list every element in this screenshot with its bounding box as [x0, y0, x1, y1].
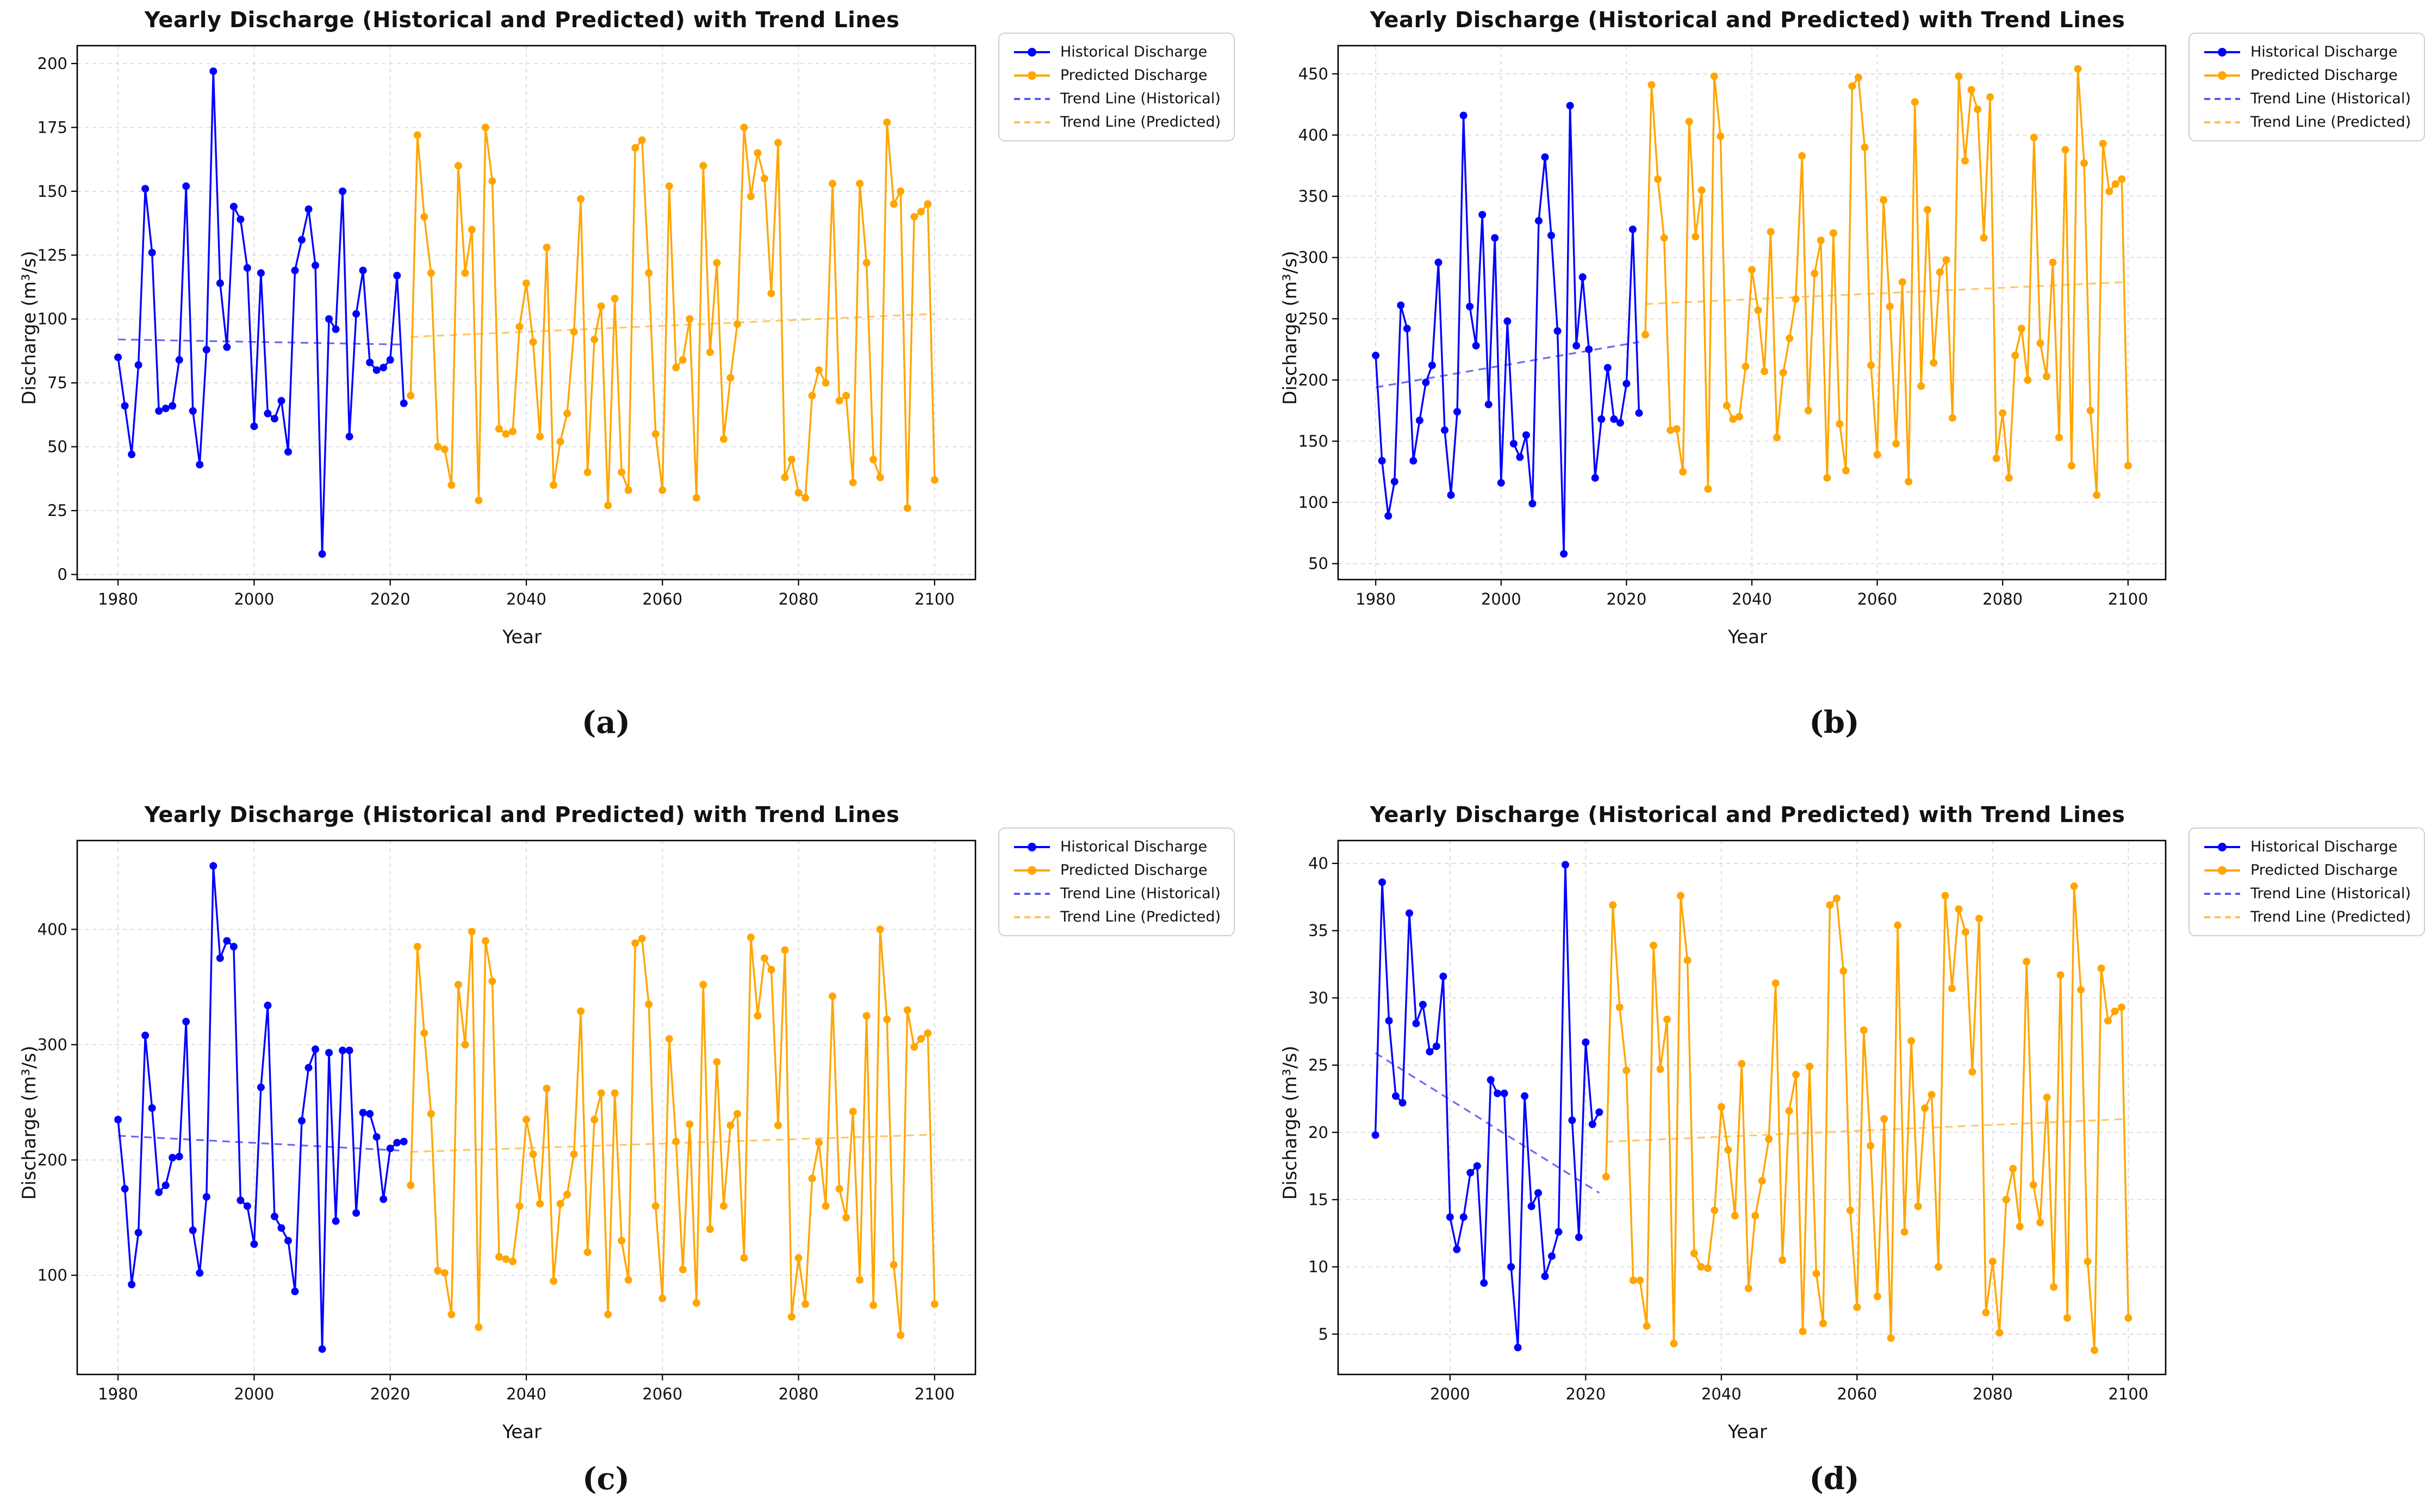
legend-label: Predicted Discharge: [2250, 67, 2398, 84]
legend-label: Trend Line (Predicted): [2250, 909, 2411, 925]
svg-text:400: 400: [37, 920, 67, 939]
legend-item-trend-historical: [1012, 885, 1221, 902]
legend-item-trend-historical: [2203, 885, 2411, 902]
legend-item-trend-predicted: [1012, 909, 1221, 925]
svg-text:1980: 1980: [98, 1385, 138, 1403]
svg-text:200: 200: [37, 1150, 67, 1169]
plot-area-a: [16, 8, 990, 648]
svg-text:2040: 2040: [1732, 590, 1772, 608]
svg-text:20: 20: [1308, 1123, 1328, 1142]
legend-label: Predicted Discharge: [1060, 862, 1208, 879]
svg-text:2000: 2000: [1429, 1385, 1470, 1403]
historical-line-swatch-icon: [2203, 841, 2242, 853]
svg-text:450: 450: [1298, 64, 1328, 83]
predicted-line-swatch-icon: [1012, 70, 1052, 82]
chart-title-c: Yearly Discharge (Historical and Predicted) with Trend Lines: [144, 802, 900, 827]
legend-label: Predicted Discharge: [2250, 862, 2398, 879]
chart-title-d: Yearly Discharge (Historical and Predicted) with Trend Lines: [1370, 802, 2125, 827]
svg-text:300: 300: [1298, 248, 1328, 267]
svg-text:2040: 2040: [1701, 1385, 1742, 1403]
y-axis-label-b: Discharge (m³/s): [1279, 251, 1301, 405]
legend-item-trend-predicted: [2203, 114, 2411, 130]
svg-text:15: 15: [1308, 1190, 1328, 1209]
x-axis-label-b: Year: [1728, 626, 1767, 648]
svg-text:50: 50: [1308, 554, 1328, 573]
svg-text:125: 125: [37, 246, 67, 265]
svg-text:0: 0: [57, 565, 67, 584]
svg-text:5: 5: [1318, 1324, 1328, 1343]
svg-text:1980: 1980: [1355, 590, 1396, 608]
legend-d: [2188, 827, 2425, 936]
trend-historical-swatch-icon: [1012, 93, 1052, 105]
svg-text:100: 100: [1298, 493, 1328, 512]
panel-b: [1196, 0, 2411, 756]
legend-item-trend-historical: [1012, 90, 1221, 107]
legend-item-trend-predicted: [2203, 909, 2411, 925]
plot-area-d: [1277, 802, 2180, 1443]
legend-item-predicted: [1012, 862, 1221, 879]
legend-item-historical: [1012, 838, 1221, 855]
predicted-line-swatch-icon: [1012, 864, 1052, 876]
panel-c: [0, 756, 1221, 1512]
svg-text:2060: 2060: [642, 1385, 683, 1403]
svg-text:2060: 2060: [642, 590, 683, 608]
svg-text:150: 150: [1298, 432, 1328, 451]
svg-text:2080: 2080: [1982, 590, 2023, 608]
y-axis-label-d: Discharge (m³/s): [1279, 1046, 1301, 1200]
svg-text:2020: 2020: [1565, 1385, 1606, 1403]
legend-label: Trend Line (Predicted): [1060, 909, 1221, 925]
svg-text:2100: 2100: [915, 590, 955, 608]
figure-a: [16, 8, 1221, 648]
figure-b: [1277, 8, 2411, 648]
svg-text:25: 25: [1308, 1056, 1328, 1075]
svg-text:100: 100: [37, 1266, 67, 1285]
x-axis-label-d: Year: [1728, 1421, 1767, 1443]
trend-predicted-swatch-icon: [1012, 116, 1052, 128]
trend-predicted-swatch-icon: [2203, 911, 2242, 923]
subfigure-caption-d: (d): [1809, 1461, 1860, 1497]
panel-a: [0, 0, 1221, 756]
legend-label: Trend Line (Historical): [1060, 90, 1221, 107]
svg-text:2080: 2080: [778, 1385, 819, 1403]
legend-label: Predicted Discharge: [1060, 67, 1208, 84]
legend-item-predicted: [2203, 862, 2411, 879]
chart-title-b: Yearly Discharge (Historical and Predicted) with Trend Lines: [1370, 8, 2125, 33]
svg-text:2020: 2020: [1606, 590, 1647, 608]
trend-historical-swatch-icon: [2203, 888, 2242, 900]
legend-label: Historical Discharge: [2250, 43, 2398, 60]
legend-item-predicted: [1012, 67, 1221, 84]
svg-text:2080: 2080: [778, 590, 819, 608]
legend-label: Trend Line (Historical): [1060, 885, 1221, 902]
y-axis-label-c: Discharge (m³/s): [18, 1046, 40, 1200]
svg-text:175: 175: [37, 118, 67, 137]
legend-item-historical: [1012, 43, 1221, 60]
trend-historical-swatch-icon: [1012, 888, 1052, 900]
legend-label: Historical Discharge: [1060, 43, 1208, 60]
svg-text:30: 30: [1308, 988, 1328, 1007]
svg-text:2040: 2040: [506, 590, 546, 608]
historical-line-swatch-icon: [2203, 46, 2242, 58]
x-axis-label-a: Year: [502, 626, 542, 648]
subfigure-caption-b: (b): [1809, 705, 1860, 741]
predicted-line-swatch-icon: [2203, 864, 2242, 876]
legend-item-historical: [2203, 43, 2411, 60]
svg-text:2020: 2020: [370, 590, 411, 608]
svg-text:2040: 2040: [506, 1385, 546, 1403]
svg-text:100: 100: [37, 309, 67, 328]
legend-label: Trend Line (Predicted): [1060, 114, 1221, 130]
legend-label: Historical Discharge: [2250, 838, 2398, 855]
svg-text:150: 150: [37, 182, 67, 201]
svg-text:200: 200: [37, 54, 67, 73]
svg-text:300: 300: [37, 1035, 67, 1054]
x-axis-label-c: Year: [502, 1421, 542, 1443]
historical-line-swatch-icon: [1012, 46, 1052, 58]
legend-label: Trend Line (Predicted): [2250, 114, 2411, 130]
svg-text:2100: 2100: [2108, 1385, 2149, 1403]
svg-text:25: 25: [47, 501, 67, 520]
svg-text:40: 40: [1308, 854, 1328, 873]
plot-area-c: [16, 802, 990, 1443]
svg-text:35: 35: [1308, 921, 1328, 940]
svg-text:350: 350: [1298, 187, 1328, 206]
trend-predicted-swatch-icon: [2203, 116, 2242, 128]
legend-item-predicted: [2203, 67, 2411, 84]
chart-canvas-c: [16, 832, 990, 1421]
svg-text:2080: 2080: [1972, 1385, 2013, 1403]
legend-item-trend-predicted: [1012, 114, 1221, 130]
svg-text:2000: 2000: [1481, 590, 1521, 608]
legend-label: Trend Line (Historical): [2250, 90, 2411, 107]
figure-c: [16, 802, 1221, 1443]
svg-text:2100: 2100: [2107, 590, 2148, 608]
predicted-line-swatch-icon: [2203, 70, 2242, 82]
chart-canvas-a: [16, 37, 990, 626]
trend-historical-swatch-icon: [2203, 93, 2242, 105]
chart-canvas-b: [1277, 37, 2180, 626]
figure-d: [1277, 802, 2411, 1443]
panel-d: [1196, 756, 2411, 1512]
legend-label: Historical Discharge: [1060, 838, 1208, 855]
svg-text:75: 75: [47, 374, 67, 393]
svg-text:1980: 1980: [98, 590, 138, 608]
svg-text:2100: 2100: [915, 1385, 955, 1403]
legend-label: Trend Line (Historical): [2250, 885, 2411, 902]
svg-text:2020: 2020: [370, 1385, 411, 1403]
legend-item-trend-historical: [2203, 90, 2411, 107]
legend-b: [2188, 33, 2425, 141]
svg-text:400: 400: [1298, 126, 1328, 145]
svg-text:200: 200: [1298, 370, 1328, 389]
svg-text:2000: 2000: [234, 590, 275, 608]
legend-item-historical: [2203, 838, 2411, 855]
chart-canvas-d: [1277, 832, 2180, 1421]
plot-area-b: [1277, 8, 2180, 648]
trend-predicted-swatch-icon: [1012, 911, 1052, 923]
svg-text:2060: 2060: [1837, 1385, 1877, 1403]
svg-text:2000: 2000: [234, 1385, 275, 1403]
chart-title-a: Yearly Discharge (Historical and Predicted) with Trend Lines: [144, 8, 900, 33]
svg-text:10: 10: [1308, 1258, 1328, 1277]
svg-text:50: 50: [47, 437, 67, 456]
svg-text:2060: 2060: [1857, 590, 1898, 608]
subfigure-caption-c: (c): [582, 1461, 630, 1497]
y-axis-label-a: Discharge (m³/s): [18, 251, 40, 405]
historical-line-swatch-icon: [1012, 841, 1052, 853]
svg-text:250: 250: [1298, 309, 1328, 328]
subfigure-caption-a: (a): [581, 705, 631, 741]
